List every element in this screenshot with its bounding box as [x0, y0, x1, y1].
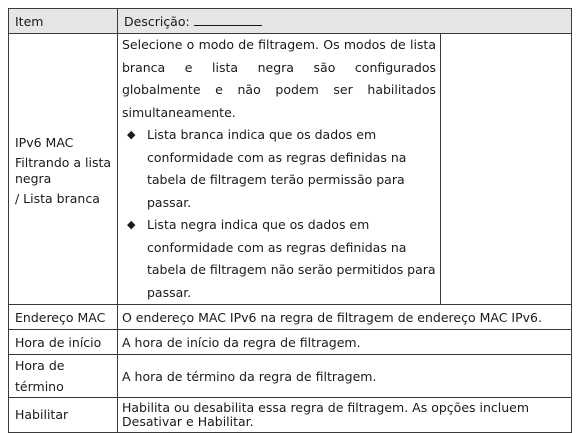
bullet-item-blacklist [122, 214, 436, 304]
row-description: Habilita ou desabilita essa regra de filtragem. As opções incluem Desativar e Habilitar. [118, 398, 572, 433]
table-row [9, 355, 572, 398]
empty-cell [441, 34, 572, 305]
row-item-filter-mode [9, 34, 118, 305]
row-item: Hora de início [9, 330, 118, 355]
header-description [118, 9, 572, 34]
parameter-table-frame [8, 8, 571, 429]
header-item: Item [9, 9, 118, 34]
black-diamond-icon: ◆ [127, 128, 136, 141]
table-row [9, 398, 572, 433]
blank-underline [194, 12, 262, 26]
item-line: / Lista branca [15, 191, 100, 206]
row-item: Endereço MAC [9, 305, 118, 330]
table-row [9, 305, 572, 330]
row-description: O endereço MAC IPv6 na regra de filtragem de endereço MAC IPv6. [118, 305, 572, 330]
item-line: IPv6 MAC [15, 135, 74, 150]
row-description: A hora de início da regra de filtragem. [118, 330, 572, 355]
table-row [9, 34, 572, 305]
table-header-row [9, 9, 572, 34]
item-line: Filtrando a lista negra [15, 155, 112, 186]
description-intro: Selecione o modo de filtragem. Os modos de lista branca e lista negra são configurados globalmente e não podem ser habilitados simultaneamente. [122, 37, 436, 120]
row-description: A hora de término da regra de filtragem. [118, 355, 572, 398]
table-row [9, 330, 572, 355]
row-item: Hora de término [9, 355, 118, 398]
parameter-table [8, 8, 572, 433]
black-diamond-icon: ◆ [127, 218, 136, 231]
row-item: Habilitar [9, 398, 118, 433]
header-description-label: Descrição: [124, 13, 190, 29]
row-description-filter-mode [118, 34, 441, 305]
bullet-text: Lista negra indica que os dados em conformidade com as regras definidas na tabela de filtragem não serão permitidos para passar. [147, 217, 436, 300]
bullet-text: Lista branca indica que os dados em conformidade com as regras definidas na tabela de filtragem terão permissão para passar. [147, 127, 407, 210]
bullet-item-whitelist [122, 124, 436, 214]
